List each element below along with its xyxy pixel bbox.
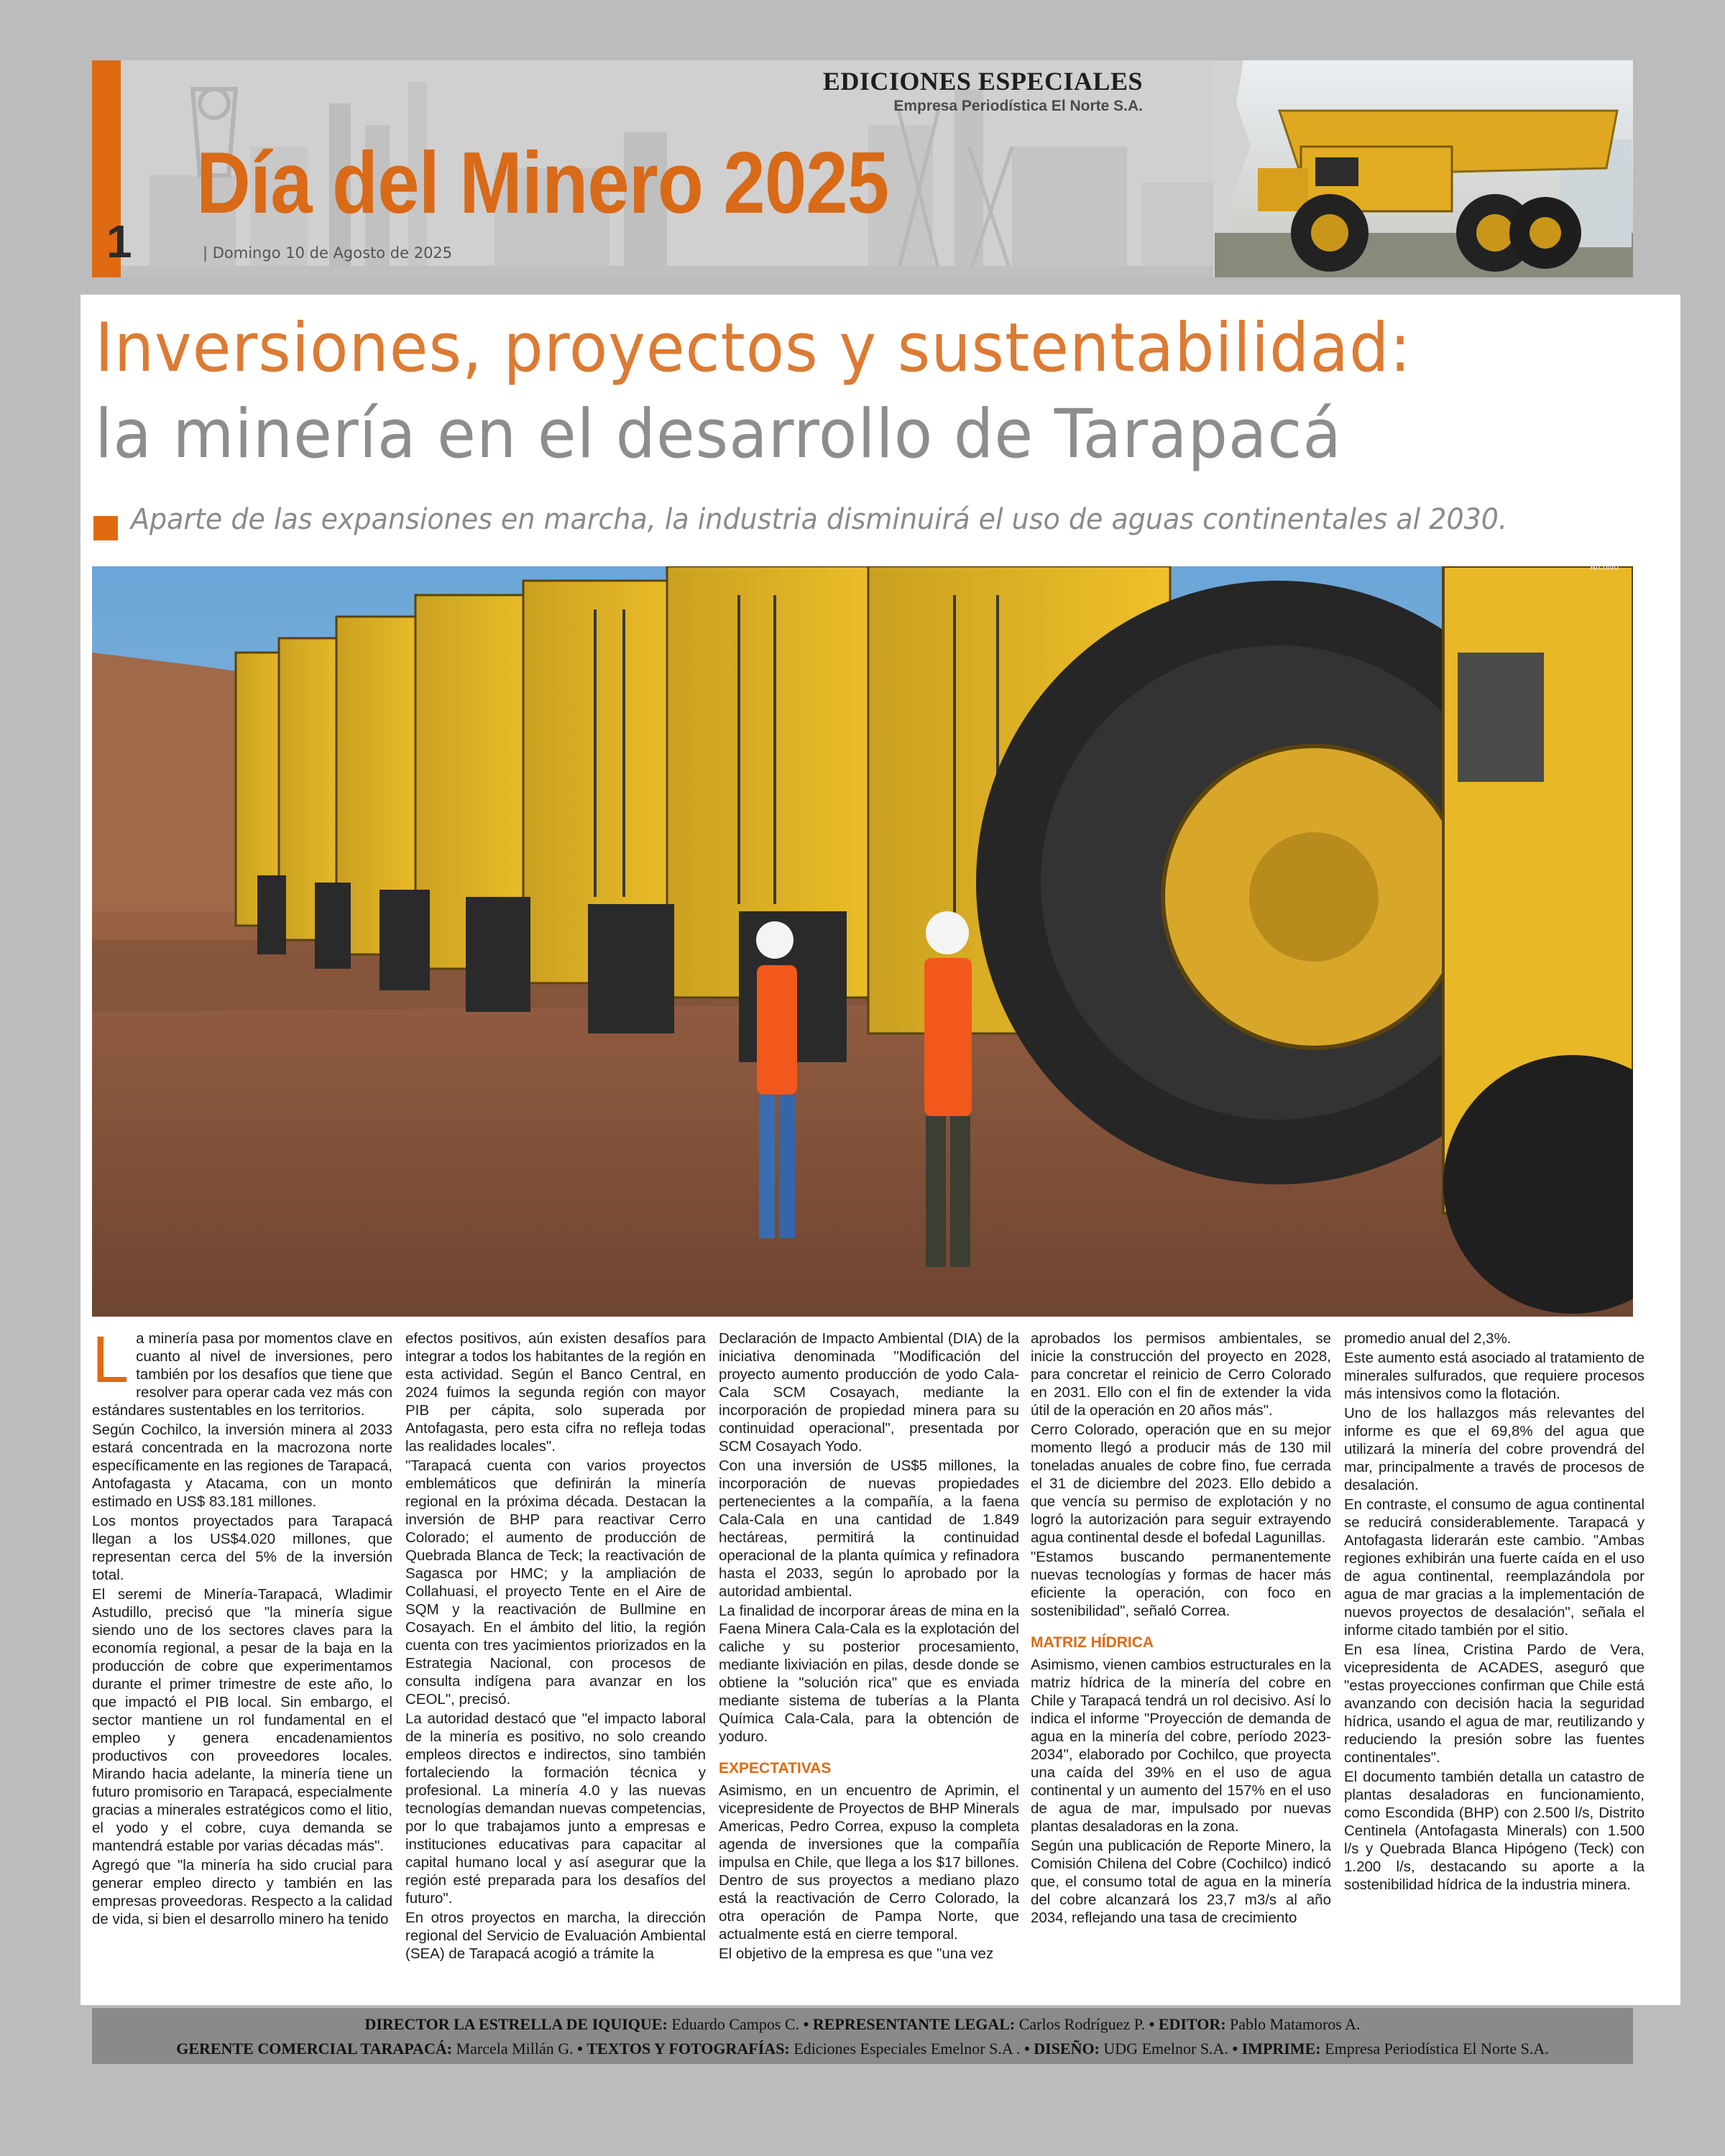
paragraph: El objetivo de la empresa es que "una vez	[719, 1945, 994, 1962]
credit-label: REPRESENTANTE LEGAL:	[812, 2015, 1016, 2033]
credit-separator: •	[1232, 2040, 1238, 2058]
publisher-label: Empresa Periodística El Norte S.A.	[893, 98, 1143, 114]
paragraph: Según una publicación de Reporte Minero, la Comisión Chilena del Cobre (Cochilco) indicó que, el consumo total de agua en la minería del cobre alcanzará los 23,7 m3/s al año 2034, reflejando una tasa de crecimiento	[1031, 1838, 1331, 1926]
subhead-matriz-hidrica: MATRIZ HÍDRICA	[1031, 1634, 1154, 1651]
photo-credit: Archivo	[1590, 562, 1619, 572]
credit-value: Ediciones Especiales Emelnor S.A .	[794, 2040, 1021, 2058]
credit-value: Eduardo Campos C.	[671, 2015, 800, 2033]
article-column-1	[92, 1323, 392, 1930]
paragraph: Con una inversión de US$5 millones, la incorporación de nuevas propiedades pertenecientes a la compañía, a la faena Cala-Cala en una cantidad de 1.849 hectáreas, permitirá la continuidad operacional de la planta química y refinadora hasta el 2033, según lo aprobado por la autoridad ambiental.	[719, 1457, 1019, 1600]
credit-label: DISEÑO:	[1034, 2040, 1100, 2058]
credit-separator: •	[1024, 2040, 1030, 2058]
credits-line-1	[92, 2012, 1633, 2037]
paragraph: Cerro Colorado, operación que en su mejor momento llegó a producir más de 130 mil toneladas anuales de cobre fino, fue cerrada el 31 de diciembre del 2023. Ello debido a que vencía su permiso de explotación y no logró la autorización para seguir extrayendo agua continental desde el bofedal Lagunillas.	[1031, 1422, 1331, 1546]
deck-bullet-square	[93, 516, 118, 540]
paragraph: promedio anual del 2,3%.	[1344, 1330, 1512, 1347]
edition-label: EDICIONES ESPECIALES	[822, 67, 1143, 96]
header-banner	[92, 60, 1633, 277]
headline-line-2: la minería en el desarrollo de Tarapacá	[95, 395, 1342, 474]
credit-separator: •	[1149, 2015, 1155, 2033]
credits-line-2	[92, 2037, 1633, 2061]
credit-label: TEXTOS Y FOTOGRAFÍAS:	[586, 2040, 790, 2058]
credit-label: EDITOR:	[1158, 2015, 1226, 2033]
paragraph: Los montos proyectados para Tarapacá llegan a los US$4.020 millones, que representan cerca del 5% de la inversión total.	[92, 1513, 392, 1583]
publication-date: | Domingo 10 de Agosto de 2025	[203, 244, 453, 262]
paragraph: El seremi de Minería-Tarapacá, Wladimir Astudillo, precisó que "la minería sigue siendo uno de los sectores claves para la economía regional, a pesar de la baja en la producción de cobre que experimentamos durante el primer trimestre de este año, lo que impactó el PIB local. Sin embargo, el sector mantiene un rol fundamental en el empleo y genera encadenamientos productivos con proveedores locales. Mirando hacia adelante, la minería tiene un futuro promisorio en Tarapacá, especialmente gracias a minerales estratégicos como el litio, el yodo y el cobre, cuya demanda se mantendrá estable por varias décadas más".	[92, 1586, 392, 1854]
paragraph: Uno de los hallazgos más relevantes del informe es que el 69,8% del agua que utilizará la minería del cobre provendrá del mar, principalmente a través de procesos de desalación.	[1344, 1405, 1644, 1493]
article-column-4	[1031, 1330, 1331, 1928]
article-deck: Aparte de las expansiones en marcha, la industria disminuirá el uso de aguas continentales al 2030.	[131, 503, 1508, 536]
paragraph: En contraste, el consumo de agua continental se reducirá considerablemente. Tarapacá y Antofagasta liderarán este cambio. "Ambas regiones exhibirán una fuerte caída en el uso de agua continental, reemplazándola por agua de mar gracias a la implementación de nuevos proyectos de desalación", señala el informe citado también por el sitio.	[1344, 1496, 1644, 1639]
paragraph: El documento también detalla un catastro de plantas desaladoras en funcionamiento, como Escondida (BHP) con 2.500 l/s, Distrito Centinela (Antofagasta Minerals) con 1.500 l/s y Quebrada Blanca Hipógeno (Teck) con 1.200 l/s, destacando su aporte a la sostenibilidad hídrica de la industria minera.	[1344, 1769, 1644, 1893]
credit-label: IMPRIME:	[1241, 2040, 1321, 2058]
article-column-5	[1344, 1330, 1644, 1895]
article-column-3	[719, 1330, 1019, 1964]
headline-line-1: Inversiones, proyectos y sustentabilidad:	[95, 309, 1412, 387]
mine-workers-photo	[92, 566, 1633, 1317]
subhead-expectativas: EXPECTATIVAS	[719, 1760, 832, 1777]
paragraph: En esa línea, Cristina Pardo de Vera, vicepresidenta de ACADES, aseguró que "estas proyecciones confirman que Chile está avanzando con decisión hacia la seguridad hídrica, usando el agua de mar, reutilizando y reduciendo la presión sobre las fuentes continentales".	[1344, 1641, 1644, 1766]
article-panel	[80, 295, 1680, 2005]
paragraph: a minería pasa por momentos clave en cuanto al nivel de inversiones, pero también por los desafíos que tiene que resolver para operar cada vez más con estándares sustentables en los territorios.	[92, 1330, 392, 1419]
credit-value: Carlos Rodríguez P.	[1018, 2015, 1146, 2033]
paragraph: En otros proyectos en marcha, la dirección regional del Servicio de Evaluación Ambiental (SEA) de Tarapacá acogió a trámite la	[405, 1909, 706, 1962]
paragraph: Declaración de Impacto Ambiental (DIA) de la iniciativa denominada "Modificación del proyecto aumento producción de yodo Cala-Cala SCM Cosayach, mediante la incorporación de propiedad minera para su continuidad operacional", presentada por SCM Cosayach Yodo.	[719, 1330, 1019, 1455]
credit-value: UDG Emelnor S.A.	[1103, 2040, 1228, 2058]
mining-truck-photo	[1215, 60, 1633, 277]
credit-separator: •	[577, 2040, 583, 2058]
paragraph: "Tarapacá cuenta con varios proyectos emblemáticos que definirán la minería regional en la próxima década. Destacan la inversión de BHP para reactivar Cerro Colorado; el aumento de producción de Quebrada Blanca de Teck; la reactivación de Sagasca por HMC; y la ampliación de Collahuasi, el proyecto Tente en el Aire de SQM y la reactivación de Bullmine en Cosayach. En el ámbito del litio, la región cuenta con tres yacimientos priorizados en la Estrategia Nacional, con procesos de consulta indígena para avanzar en los CEOL", precisó.	[405, 1457, 706, 1708]
paragraph: aprobados los permisos ambientales, se inicie la construcción del proyecto en 2028, para concretar el reinicio de Cerro Colorado en 2031. Ello con el fin de extender la vida útil de la operación en 20 años más".	[1031, 1330, 1331, 1419]
paragraph: Según Cochilco, la inversión minera al 2033 estará concentrada en la macrozona norte específicamente en las regiones de Tarapacá, Antofagasta y Atacama, con un monto estimado en US$ 83.181 millones.	[92, 1422, 392, 1510]
paragraph: La autoridad destacó que "el impacto laboral de la minería es positivo, no solo creando empleos directos e indirectos, sino también fortaleciendo la formación técnica y profesional. La minería 4.0 y las nuevas tecnologías demandan nuevas competencias, por lo que trabajamos junto a empresas e instituciones educativas para capacitar al capital humano local y así asegurar que la región esté preparada para los desafíos del futuro".	[405, 1710, 706, 1907]
page-number: 1	[106, 216, 132, 267]
paragraph: Asimismo, vienen cambios estructurales en la matriz hídrica de la minería del cobre en Chile y Tarapacá tendrá un rol decisivo. Así lo indica el informe "Proyección de demanda de agua en la minería del cobre, período 2023-2034", elaborado por Cochilco, que proyecta una caída del 39% en el uso de agua continental y un aumento del 157% en el uso de agua de mar, impulsado por nuevas plantas desaladoras en la zona.	[1031, 1657, 1331, 1835]
credit-separator: •	[803, 2015, 809, 2033]
paragraph: Agregó que "la minería ha sido crucial para generar empleo directo y también en las empresas proveedoras. Respecto a la calidad de vida, si bien el desarrollo minero ha tenido	[92, 1857, 392, 1927]
paragraph: "Estamos buscando permanentemente nuevas tecnologías y formas de hacer más eficiente la operación, con foco en sostenibilidad", señaló Correa.	[1031, 1549, 1331, 1619]
article-column-2	[405, 1330, 706, 1964]
paragraph: Asimismo, en un encuentro de Aprimin, el vicepresidente de Proyectos de BHP Minerals Americas, Pedro Correa, expuso la completa agenda de inversiones que la compañía impulsa en Chile, que llega a los $17 billones. Dentro de sus proyectos a mediano plazo está la reactivación de Cerro Colorado, la otra operación de Pampa Norte, que actualmente está en cierre temporal.	[719, 1782, 1019, 1943]
credit-value: Pablo Matamoros A.	[1230, 2015, 1361, 2033]
credit-label: GERENTE COMERCIAL TARAPACÁ:	[176, 2040, 453, 2058]
credit-value: Marcela Millán G.	[456, 2040, 574, 2058]
credit-label: DIRECTOR LA ESTRELLA DE IQUIQUE:	[364, 2015, 668, 2033]
paragraph: Este aumento está asociado al tratamiento de minerales sulfurados, que requiere procesos más intensivos como la flotación.	[1344, 1350, 1644, 1402]
paragraph: efectos positivos, aún existen desafíos para integrar a todos los habitantes de la región en esta actividad. Según el Banco Central, en 2024 fuimos la segunda región con mayor PIB per cápita, solo superada por Antofagasta, pero esta cifra no refleja todas las realidades locales".	[405, 1330, 706, 1455]
section-title: Día del Minero 2025	[196, 134, 889, 231]
staff-credits	[92, 2008, 1633, 2064]
paragraph: La finalidad de incorporar áreas de mina en la Faena Minera Cala-Cala es la explotación del caliche y su posterior procesamiento, mediante lixiviación en pilas, desde donde se obtiene la "solución rica" que es enviada mediante sistema de tuberías a la Planta Química Cala-Cala, para la obtención de yoduro.	[719, 1603, 1019, 1745]
credit-value: Empresa Periodística El Norte S.A.	[1325, 2040, 1549, 2058]
drop-cap: L	[92, 1323, 129, 1396]
